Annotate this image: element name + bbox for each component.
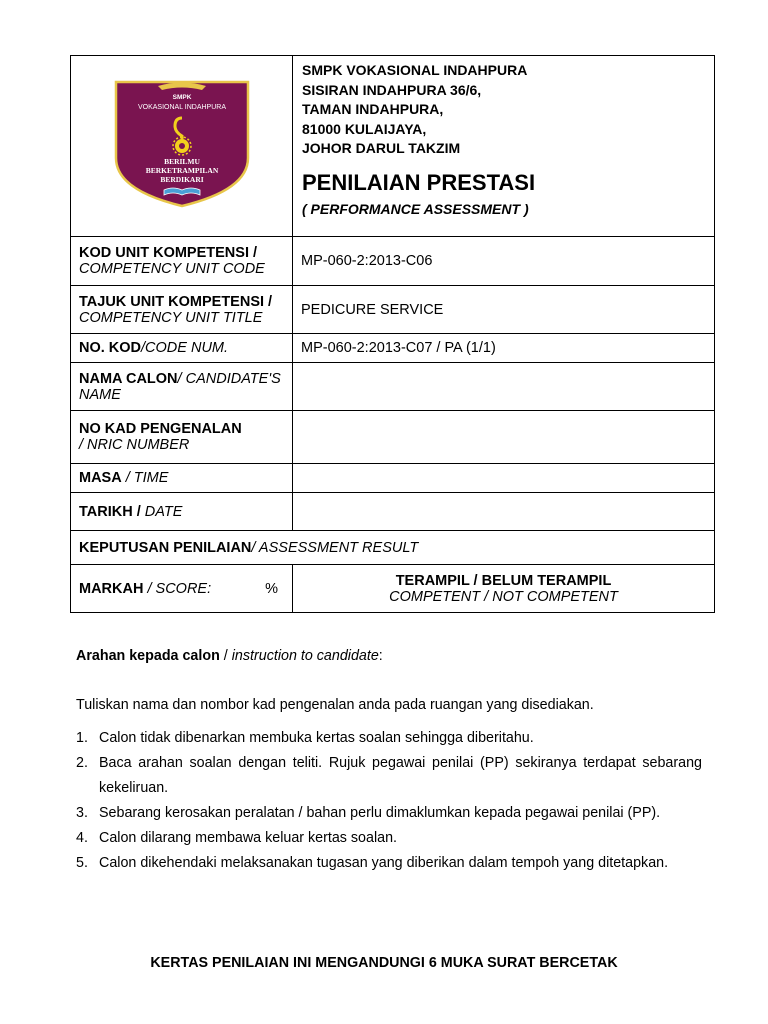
logo-cell: [71, 56, 293, 237]
label-italic: / ASSESSMENT RESULT: [251, 539, 419, 556]
row-score: [71, 565, 715, 613]
label-bold: TAJUK UNIT KOMPETENSI: [79, 293, 265, 310]
crest-motto-1: BERILMU: [163, 157, 200, 166]
list-number: 5.: [76, 855, 88, 871]
label-bold: KEPUTUSAN PENILAIAN: [79, 539, 252, 556]
label-unit-code: [71, 237, 293, 286]
crest-motto-2: BERKETRAMPILAN: [145, 166, 218, 175]
list-item: [76, 826, 702, 851]
label-italic: / NRIC NUMBER: [79, 437, 190, 453]
label-sep: /: [264, 293, 273, 310]
page-title: PENILAIAN PRESTASI: [302, 169, 536, 195]
label-italic: /CODE NUM.: [141, 340, 229, 356]
label-time: [71, 464, 293, 493]
heading-bold: Arahan kepada calon: [76, 648, 220, 664]
address-line-5: JOHOR DARUL TAKZIM: [302, 140, 461, 156]
label-bold: MARKAH: [79, 580, 144, 597]
crest-text-top-2: VOKASIONAL INDAHPURA: [137, 104, 226, 111]
school-crest-logo: [112, 78, 252, 210]
value-code-num[interactable]: MP-060-2:2013-C07 / PA (1/1): [293, 334, 715, 363]
label-bold: NO KAD PENGENALAN: [79, 421, 242, 437]
date-field[interactable]: [293, 493, 715, 531]
label-bold: NAMA CALON: [79, 370, 178, 387]
nric-field[interactable]: [293, 411, 715, 464]
label-nric: [71, 411, 293, 464]
label-italic: / CANDIDATE'S NAME: [79, 370, 281, 403]
score-percent[interactable]: %: [265, 580, 279, 597]
label-bold: TARIKH /: [79, 503, 145, 520]
label-code-num: [71, 334, 293, 363]
list-item: [76, 726, 702, 751]
header-info-cell: [293, 56, 715, 237]
label-italic: / SCORE:: [143, 580, 212, 597]
heading-italic: instruction to candidate: [231, 648, 379, 664]
row-nric: [71, 411, 715, 464]
instructions-list: [76, 726, 702, 876]
time-field[interactable]: [293, 464, 715, 493]
list-text: Calon tidak dibenarkan membuka kertas soalan sehingga diberitahu.: [99, 730, 534, 746]
list-number: 2.: [76, 755, 88, 771]
label-bold: NO. KOD: [79, 340, 142, 356]
label-italic: / TIME: [121, 470, 169, 486]
list-item: [76, 801, 702, 826]
label-bold: MASA: [79, 470, 122, 486]
list-item: [76, 751, 702, 801]
candidate-name-field[interactable]: [293, 363, 715, 411]
label-unit-title: [71, 286, 293, 334]
list-number: 3.: [76, 805, 88, 821]
list-item: [76, 851, 702, 876]
label-date: [71, 493, 293, 531]
result-options-bold: TERAMPIL / BELUM TERAMPIL: [395, 572, 612, 589]
row-date: [71, 493, 715, 531]
list-text: Calon dikehendaki melaksanakan tugasan yang diberikan dalam tempoh yang ditetapkan.: [99, 855, 669, 871]
label-assessment-result: [71, 531, 715, 565]
label-bold: KOD UNIT KOMPETENSI: [79, 245, 249, 261]
instructions-heading: [76, 644, 702, 669]
label-sep: /: [248, 245, 258, 261]
row-time: [71, 464, 715, 493]
address-line-2: SISIRAN INDAHPURA 36/6,: [302, 81, 482, 98]
label-italic: COMPETENCY UNIT CODE: [79, 261, 265, 277]
list-text: Baca arahan soalan dengan teliti. Rujuk pegawai penilai (PP) sekiranya terdapat sebarang kekeliruan.: [99, 755, 702, 796]
heading-sep: /: [219, 648, 232, 664]
heading-colon: :: [378, 648, 383, 664]
address-line-3: TAMAN INDAHPURA,: [302, 101, 444, 117]
result-options-italic: COMPETENT / NOT COMPETENT: [389, 588, 618, 605]
crest-motto-3: BERDIKARI: [159, 175, 204, 184]
address-line-1: SMPK VOKASIONAL INDAHPURA: [302, 62, 528, 78]
value-unit-code[interactable]: MP-060-2:2013-C06: [293, 237, 715, 286]
list-number: 4.: [76, 830, 88, 846]
page-count-note: KERTAS PENILAIAN INI MENGANDUNGI 6 MUKA SURAT BERCETAK: [150, 955, 618, 971]
row-unit-code: [71, 237, 715, 286]
list-text: Calon dilarang membawa keluar kertas soalan.: [99, 830, 398, 846]
list-number: 1.: [76, 730, 88, 746]
instructions-intro: Tuliskan nama dan nombor kad pengenalan anda pada ruangan yang disediakan.: [76, 697, 594, 713]
value-unit-title[interactable]: PEDICURE SERVICE: [293, 286, 715, 334]
label-score: [71, 565, 293, 613]
list-text: Sebarang kerosakan peralatan / bahan perlu dimaklumkan kepada pegawai penilai (PP).: [99, 805, 661, 821]
label-italic: COMPETENCY UNIT TITLE: [79, 309, 263, 326]
address-line-4: 81000 KULAIJAYA,: [302, 120, 427, 137]
row-assessment-result: [71, 531, 715, 565]
row-candidate-name: [71, 363, 715, 411]
label-italic: DATE: [144, 503, 183, 520]
row-unit-title: [71, 286, 715, 334]
page-subtitle: ( PERFORMANCE ASSESSMENT ): [302, 200, 529, 217]
crest-text-top-1: SMPK: [172, 94, 191, 101]
label-candidate-name: [71, 363, 293, 411]
result-cell[interactable]: [293, 565, 715, 613]
row-code-num: [71, 334, 715, 363]
assessment-form-table: [70, 55, 715, 613]
header-row: [71, 56, 715, 237]
